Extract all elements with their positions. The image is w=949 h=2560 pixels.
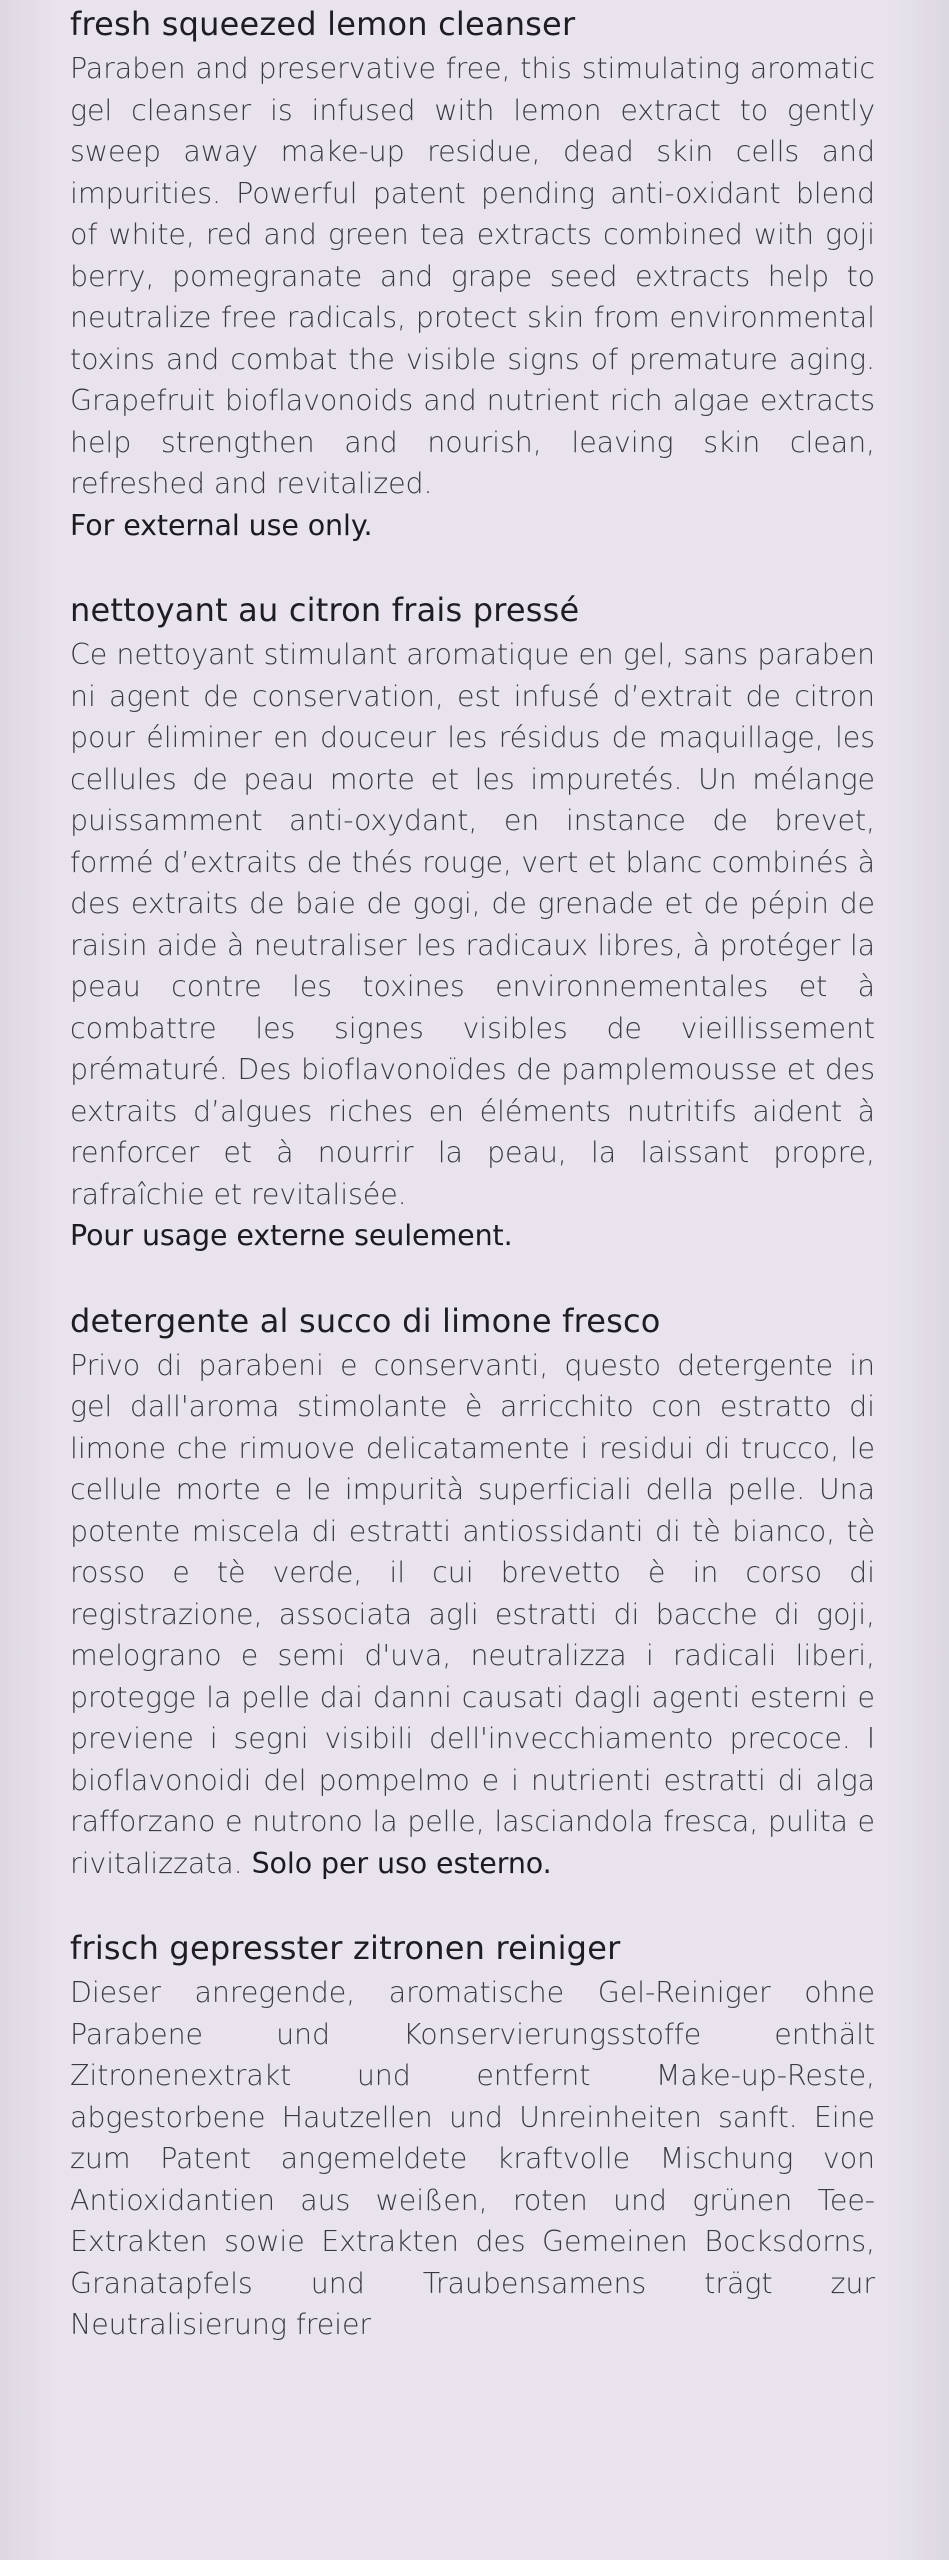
section-german bbox=[70, 1920, 875, 2346]
section-english bbox=[70, 0, 875, 546]
section-title-english: fresh squeezed lemon cleanser bbox=[70, 5, 576, 43]
section-divider bbox=[70, 1884, 875, 1920]
section-body-french bbox=[70, 634, 875, 1257]
section-divider bbox=[70, 546, 875, 582]
usage-note-french: Pour usage externe seulement. bbox=[70, 1219, 513, 1252]
section-divider bbox=[70, 1257, 875, 1293]
section-title-german: frisch gepresster zitronen reiniger bbox=[70, 1929, 621, 1967]
section-french bbox=[70, 582, 875, 1257]
section-body-german bbox=[70, 1972, 875, 2346]
usage-note-english: For external use only. bbox=[70, 508, 373, 542]
section-italian bbox=[70, 1293, 875, 1885]
section-title-italian: detergente al succo di limone fresco bbox=[70, 1301, 661, 1340]
body-text-italian: Privo di parabeni e conservanti, questo detergente in gel dall'aroma stimolante è arricchito con estratto di limone che rimuove delicatamente i residui di trucco, le cellule morte e le impurità superficiali della pelle. Una potente miscela di estratti antiossidanti di tè bianco, tè rosso e tè verde, il cui brevetto è in corso di registrazione, associata agli estratti di bacche di goji, melograno e semi d'uva, neutralizza i radicali liberi, protegge la pelle dai danni causati dagli agenti esterni e previene i segni visibili dell'invecchiamento precoce. I bioflavonoidi del pompelmo e i nutrienti estratti di alga rafforzano e nutrono la pelle, lasciandola fresca, pulita e rivitalizzata. bbox=[70, 1348, 875, 1880]
usage-note-italian: Solo per uso esterno. bbox=[251, 1846, 552, 1880]
body-text-english: Paraben and preservative free, this stimulating aromatic gel cleanser is infused with lemon extract to gently sweep away make-up residue, dead skin cells and impurities. Powerful patent pending anti-oxidant blend of white, red and green tea extracts combined with goji berry, pomegranate and grape seed extracts help to neutralize free radicals, protect skin from environmental toxins and combat the visible signs of premature aging. Grapefruit bioflavonoids and nutrient rich algae extracts help strengthen and nourish, leaving skin clean, refreshed and revitalized. bbox=[70, 52, 875, 500]
section-body-english bbox=[70, 48, 875, 546]
body-text-german: Dieser anregende, aromatische Gel-Reiniger ohne Parabene und Konservierungsstoffe enthält Zitronenextrakt und entfernt Make-up-Reste, abgestorbene Hautzellen und Unreinheiten sanft. Eine zum Patent angemeldete kraftvolle Mischung von Antioxidantien aus weißen, roten und grünen Tee-Extrakten sowie Extrakten des Gemeinen Bocksdorns, Granatapfels und Traubensamens trägt zur Neutralisierung freier bbox=[70, 1976, 875, 2341]
section-body-italian bbox=[70, 1345, 875, 1885]
body-text-french: Ce nettoyant stimulant aromatique en gel, sans paraben ni agent de conservation, est infusé d’extrait de citron pour éliminer en douceur les résidus de maquillage, les cellules de peau morte et les impuretés. Un mélange puissamment anti-oxydant, en instance de brevet, formé d’extraits de thés rouge, vert et blanc combinés à des extraits de baie de gogi, de grenade et de pépin de raisin aide à neutraliser les radicaux libres, à protéger la peau contre les toxines environnementales et à combattre les signes visibles de vieillissement prématuré. Des bioflavonoïdes de pamplemousse et des extraits d’algues riches en éléments nutritifs aident à renforcer et à nourrir la peau, la laissant propre, rafraîchie et revitalisée. bbox=[70, 638, 875, 1211]
section-title-french: nettoyant au citron frais pressé bbox=[70, 591, 580, 629]
